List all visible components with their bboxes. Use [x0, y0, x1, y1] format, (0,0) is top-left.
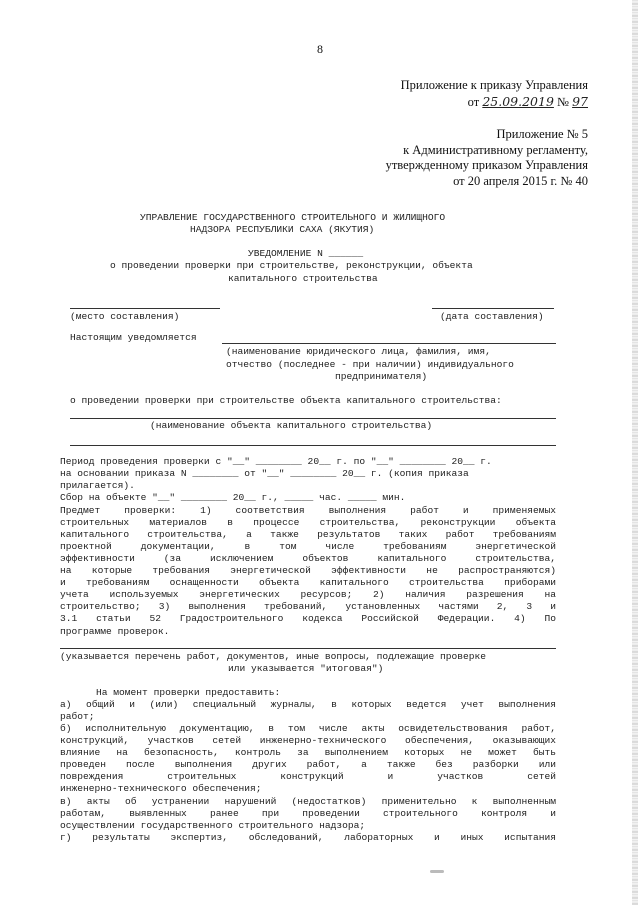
place-underline [70, 308, 220, 309]
subject-line1: о проведении проверки при строительстве, реконструкции, объекта [110, 260, 473, 271]
provide-b-5: повреждения строительных конструкций и участков сетей [60, 771, 556, 782]
subject-line-6: на которые требования энергетической эффективности не распространяются) [60, 565, 556, 576]
scan-mark [430, 870, 444, 873]
provide-b-2: конструкций, участков сетей инженерно-технического обеспечения, оказывающих [60, 735, 556, 746]
annex5-line3: утвержденному приказом Управления [385, 158, 588, 172]
program-caption-2: или указывается "итоговая") [228, 663, 384, 674]
subject-line-5: эффективности (за исключением объектов капитального строительства, [60, 553, 556, 564]
object-underline-2 [70, 445, 556, 446]
page-number: 8 [317, 42, 323, 56]
annex5-line4: от 20 апреля 2015 г. № 40 [453, 174, 588, 188]
notice-title: УВЕДОМЛЕНИЕ N ______ [248, 248, 364, 259]
provide-b-4: проведен после выполнения других работ, а также без разборки или [60, 759, 556, 770]
subject-line-7: и требованиям оснащенности объекта капитального строительства приборами [60, 577, 556, 588]
period-line-4: Сбор на объекте "__" ________ 20__ г., _____ час. _____ мин. [60, 492, 406, 503]
provide-v-1: в) акты об устранении нарушений (недостатков) применительно к выполненным [60, 796, 556, 807]
agency-line1: УПРАВЛЕНИЕ ГОСУДАРСТВЕННОГО СТРОИТЕЛЬНОГО И ЖИЛИЩНОГО [140, 212, 446, 223]
object-line: о проведении проверки при строительстве объекта капитального строительства: [70, 395, 502, 406]
notify-caption2: отчество (последнее - при наличии) индивидуального [226, 359, 514, 370]
subject-line-3: капитального строительства, а также результатов таких работ требованиям [60, 529, 556, 540]
number-prefix: № [557, 95, 569, 109]
program-line: программе проверок. [60, 626, 170, 637]
provide-a-2: работ; [60, 711, 95, 722]
notify-caption1: (наименование юридического лица, фамилия, имя, [226, 346, 491, 357]
period-line-3: прилагается). [60, 480, 135, 491]
provide-v-3: осуществлении государственного строительного надзора; [60, 820, 366, 831]
object-caption: (наименование объекта капитального строительства) [150, 420, 433, 431]
subject-line-10: 3.1 статьи 52 Градостроительного кодекса Российской Федерации. 4) По [60, 613, 556, 624]
subject-line-4: проектной документации, в том числе требованиям энергетической [60, 541, 556, 552]
object-underline [70, 418, 556, 419]
provide-b-6: инженерно-технического обеспечения; [60, 783, 262, 794]
notify-label: Настоящим уведомляется [70, 332, 197, 343]
date-prefix: от [467, 95, 480, 109]
period-line-2: на основании приказа N ________ от "__" ________ 20__ г. (копия приказа [60, 468, 469, 479]
annex5-line1: Приложение № 5 [496, 127, 588, 141]
subject-line-9: строительство; 3) выполнения требований, установленных частями 2, 3 и [60, 601, 556, 612]
provide-intro: На момент проверки предоставить: [96, 687, 281, 698]
program-caption-1: (указывается перечень работ, документов, иные вопросы, подлежащие проверке [60, 651, 487, 662]
provide-v-2: работам, выявленных ранее при проведении строительного контроля и [60, 808, 556, 819]
handwritten-date: 25.09.2019 [482, 94, 554, 109]
notify-underline [222, 343, 556, 344]
annex-order-date [468, 94, 588, 110]
subject-line-8: учета используемых энергетических ресурсов; 2) наличия разрешения на [60, 589, 556, 600]
provide-g-1: г) результаты экспертиз, обследований, лабораторных и иных испытания [60, 832, 556, 843]
date-underline [432, 308, 554, 309]
place-label: (место составления) [70, 311, 180, 322]
date-label: (дата составления) [440, 311, 544, 322]
provide-b-3: влияние на безопасность, контроль за выполнением которых не может быть [60, 747, 556, 758]
scan-edge [632, 0, 638, 905]
subject-line-2: строительных материалов в процессе строительства, реконструкции объекта [60, 517, 556, 528]
agency-line2: НАДЗОРА РЕСПУБЛИКИ САХА (ЯКУТИЯ) [190, 224, 375, 235]
provide-a-1: а) общий и (или) специальный журналы, в которых ведется учет выполнения [60, 699, 556, 710]
notify-caption3: предпринимателя) [335, 371, 428, 382]
handwritten-number: 97 [572, 94, 588, 109]
subject-line2: капитального строительства [228, 273, 378, 284]
period-line-1: Период проведения проверки с "__" ________ 20__ г. по "__" ________ 20__ г. [60, 456, 492, 467]
annex-order-title: Приложение к приказу Управления [400, 78, 588, 92]
annex5-line2: к Административному регламенту, [403, 143, 588, 157]
subject-line-1: Предмет проверки: 1) соответствия выполнения работ и применяемых [60, 505, 556, 516]
provide-b-1: б) исполнительную документацию, в том числе акты освидетельствования работ, [60, 723, 556, 734]
program-underline [60, 648, 556, 649]
